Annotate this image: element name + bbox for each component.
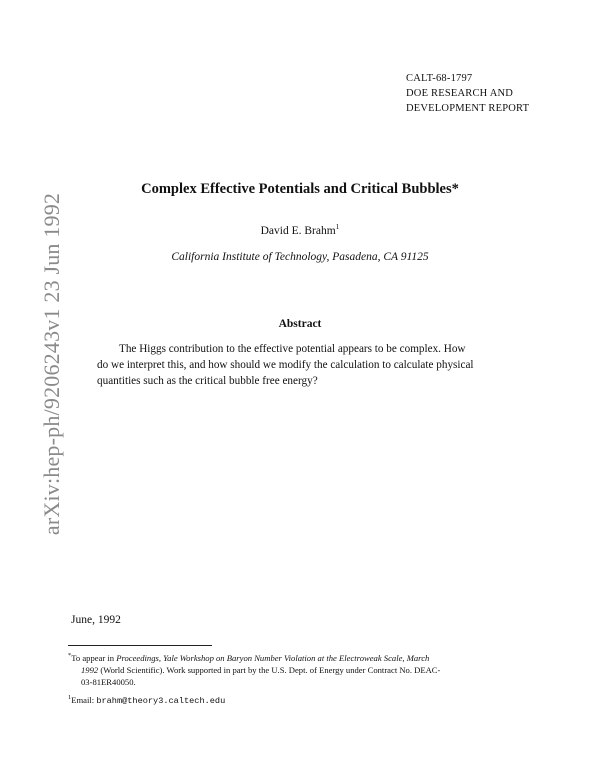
paper-date: June, 1992 bbox=[71, 614, 121, 626]
footnote-star-line-2 bbox=[68, 664, 538, 676]
report-number: CALT-68-1797 bbox=[406, 73, 473, 84]
footnote-email-label: Email: bbox=[71, 694, 97, 705]
footnote-star-line-1 bbox=[68, 650, 538, 664]
report-number-block bbox=[406, 71, 529, 116]
author-footnote-mark: 1 bbox=[335, 222, 340, 231]
abstract-heading: Abstract bbox=[278, 318, 322, 330]
footnote-star-support: (World Scientific). Work supported in part by the U.S. Dept. of Energy under Contract No. DEAC- bbox=[98, 664, 441, 675]
report-type-line-2: DEVELOPMENT REPORT bbox=[406, 103, 530, 114]
footnote-star-year: 1992 bbox=[81, 664, 99, 675]
author-line bbox=[0, 222, 600, 237]
footnote-star-prefix: To appear in bbox=[71, 652, 117, 663]
report-type-line-1: DOE RESEARCH AND bbox=[406, 88, 514, 99]
footnote-email-mark: 1 bbox=[68, 693, 72, 701]
footnote-divider bbox=[68, 645, 212, 646]
abstract-body bbox=[97, 341, 531, 389]
paper-title: Complex Effective Potentials and Critical Bubbles* bbox=[141, 181, 459, 197]
author-affiliation: California Institute of Technology, Pasadena, CA 91125 bbox=[171, 251, 429, 263]
abstract-line: do we interpret this, and how should we modify the calculation to calculate physical bbox=[97, 359, 474, 371]
footnotes bbox=[68, 650, 538, 707]
footnote-star-venue: Proceedings, Yale Workshop on Baryon Number Violation at the Electroweak Scale, March bbox=[116, 652, 430, 663]
footnote-email bbox=[68, 692, 538, 707]
arxiv-identifier-stamp: arXiv:hep-ph/9206243v1 23 Jun 1992 bbox=[39, 192, 64, 536]
abstract-line: quantities such as the critical bubble free energy? bbox=[97, 375, 318, 387]
author-name: David E. Brahm bbox=[260, 224, 336, 237]
abstract-line: The Higgs contribution to the effective potential appears to be complex. How bbox=[119, 343, 466, 355]
footnote-star-mark: * bbox=[68, 652, 72, 659]
footnote-star-line-3: 03-81ER40050. bbox=[81, 676, 136, 687]
footnote-email-address: brahm@theory3.caltech.edu bbox=[96, 695, 226, 706]
